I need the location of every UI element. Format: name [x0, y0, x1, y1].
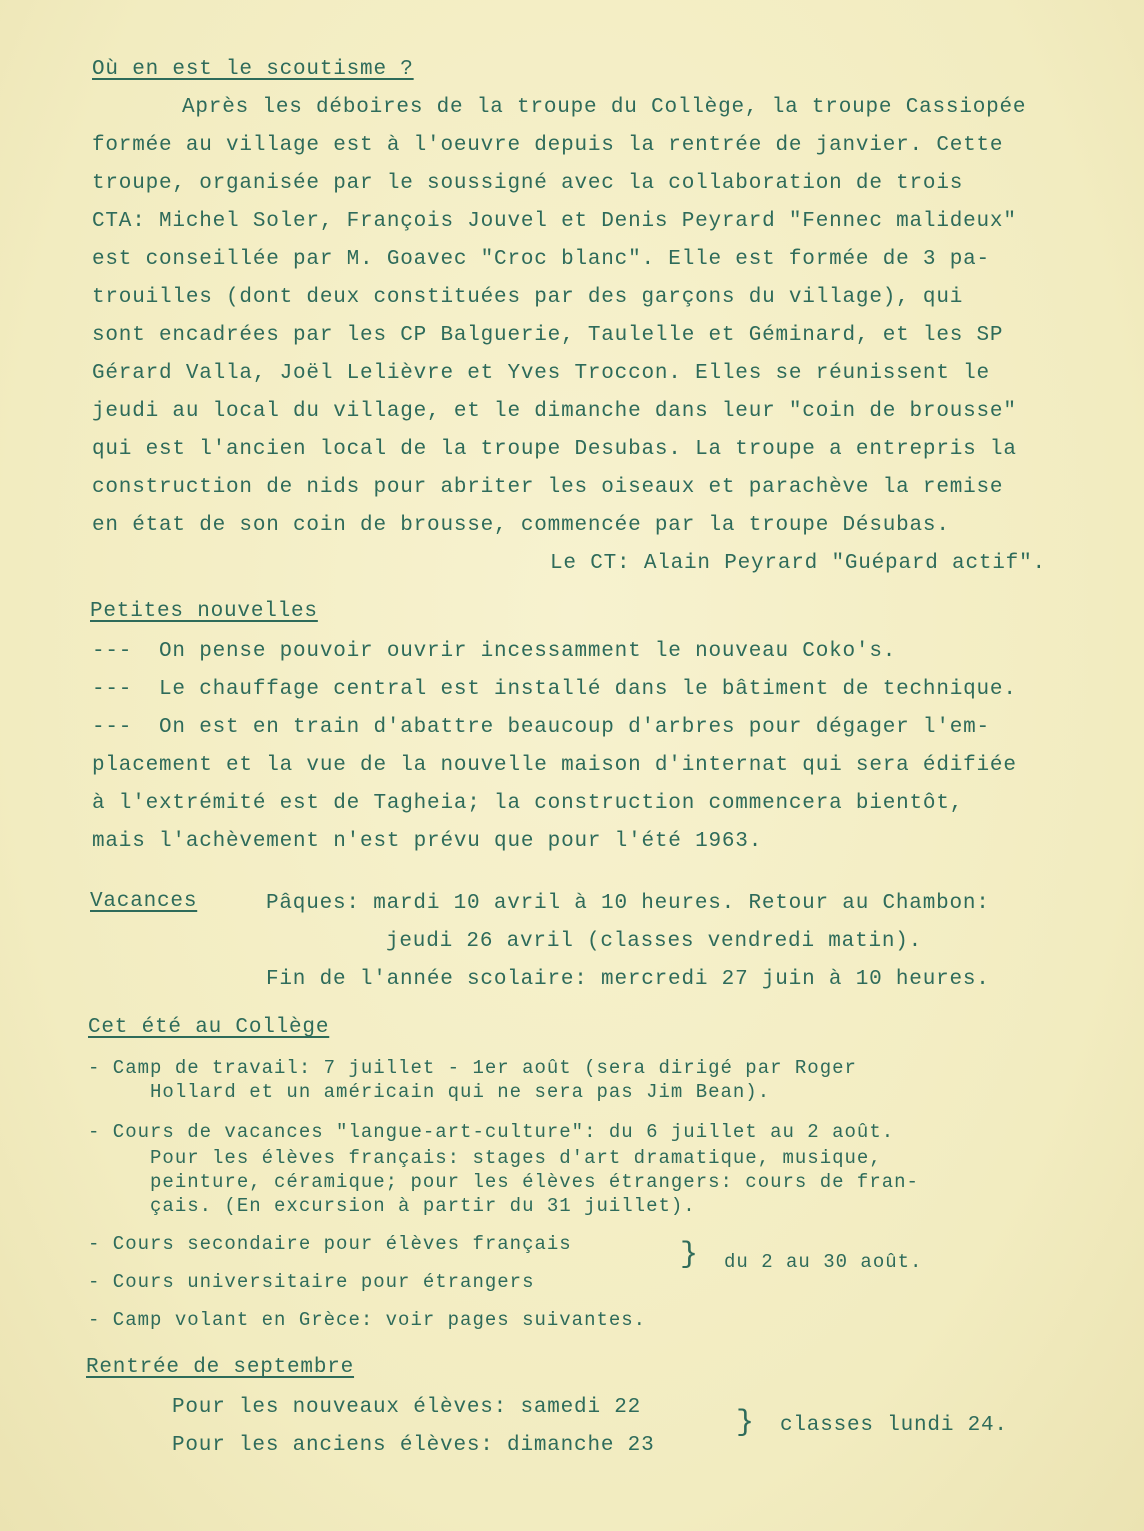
scoutisme-line-9: jeudi au local du village, et le dimanche dans leur "coin de brousse" — [92, 400, 1017, 423]
nouvelles-line-2: --- Le chauffage central est installé dans le bâtiment de technique. — [92, 678, 1017, 701]
section-heading-ete: Cet été au Collège — [88, 1016, 330, 1039]
rentree-line-2: Pour les anciens élèves: dimanche 23 — [172, 1434, 655, 1457]
ete-line-4: Pour les élèves français: stages d'art dramatique, musique, — [88, 1147, 882, 1169]
ete-line-8: - Cours universitaire pour étrangers — [88, 1271, 535, 1293]
scoutisme-line-8: Gérard Valla, Joël Lelièvre et Yves Troccon. Elles se réunissent le — [92, 362, 990, 385]
brace-icon: } — [736, 1406, 755, 1440]
scoutisme-line-6: trouilles (dont deux constituées par des garçons du village), qui — [92, 286, 964, 309]
scoutisme-line-1: Après les déboires de la troupe du Collège, la troupe Cassiopée — [182, 96, 1027, 119]
ete-range: du 2 au 30 août. — [724, 1251, 923, 1273]
nouvelles-line-1: --- On pense pouvoir ouvrir incessamment le nouveau Coko's. — [92, 640, 897, 663]
ete-line-6: çais. (En excursion à partir du 31 juillet). — [88, 1195, 696, 1217]
rentree-line-1: Pour les nouveaux élèves: samedi 22 — [172, 1396, 642, 1419]
ete-line-1: - Camp de travail: 7 juillet - 1er août (sera dirigé par Roger — [88, 1057, 857, 1079]
vacances-line-3: Fin de l'année scolaire: mercredi 27 juin à 10 heures. — [266, 968, 990, 991]
vacances-line-2: jeudi 26 avril (classes vendredi matin). — [386, 930, 923, 953]
nouvelles-line-5: à l'extrémité est de Tagheia; la construction commencera bientôt, — [92, 792, 964, 815]
scoutisme-line-7: sont encadrées par les CP Balguerie, Taulelle et Géminard, et les SP — [92, 324, 1004, 347]
nouvelles-line-3: --- On est en train d'abattre beaucoup d'arbres pour dégager l'em- — [92, 716, 990, 739]
scoutisme-line-5: est conseillée par M. Goavec "Croc blanc". Elle est formée de 3 pa- — [92, 248, 990, 271]
scoutisme-line-11: construction de nids pour abriter les oiseaux et parachève la remise — [92, 476, 1004, 499]
scoutisme-signature: Le CT: Alain Peyrard "Guépard actif". — [550, 552, 1046, 575]
ete-line-9: - Camp volant en Grèce: voir pages suivantes. — [88, 1309, 647, 1331]
ete-line-5: peinture, céramique; pour les élèves étrangers: cours de fran- — [88, 1171, 919, 1193]
brace-icon: } — [680, 1238, 699, 1272]
nouvelles-line-4: placement et la vue de la nouvelle maison d'internat qui sera édifiée — [92, 754, 1017, 777]
ete-line-3: - Cours de vacances "langue-art-culture": du 6 juillet au 2 août. — [88, 1121, 895, 1143]
scoutisme-line-2: formée au village est à l'oeuvre depuis la rentrée de janvier. Cette — [92, 134, 1004, 157]
section-heading-rentree: Rentrée de septembre — [86, 1356, 355, 1379]
vacances-line-1: Pâques: mardi 10 avril à 10 heures. Retour au Chambon: — [266, 892, 990, 915]
section-heading-scoutisme: Où en est le scoutisme ? — [92, 58, 414, 81]
scoutisme-line-3: troupe, organisée par le soussigné avec la collaboration de trois — [92, 172, 964, 195]
ete-line-2: Hollard et un américain qui ne sera pas Jim Bean). — [88, 1081, 771, 1103]
scoutisme-line-4: CTA: Michel Soler, François Jouvel et Denis Peyrard "Fennec malideux" — [92, 210, 1017, 233]
nouvelles-line-6: mais l'achèvement n'est prévu que pour l'été 1963. — [92, 830, 763, 853]
ete-line-7: - Cours secondaire pour élèves français — [88, 1233, 572, 1255]
section-heading-nouvelles: Petites nouvelles — [90, 600, 318, 623]
section-heading-vacances: Vacances — [90, 890, 198, 913]
scoutisme-line-10: qui est l'ancien local de la troupe Desubas. La troupe a entrepris la — [92, 438, 1017, 461]
rentree-classes: classes lundi 24. — [780, 1414, 1008, 1437]
scoutisme-line-12: en état de son coin de brousse, commencée par la troupe Désubas. — [92, 514, 950, 537]
